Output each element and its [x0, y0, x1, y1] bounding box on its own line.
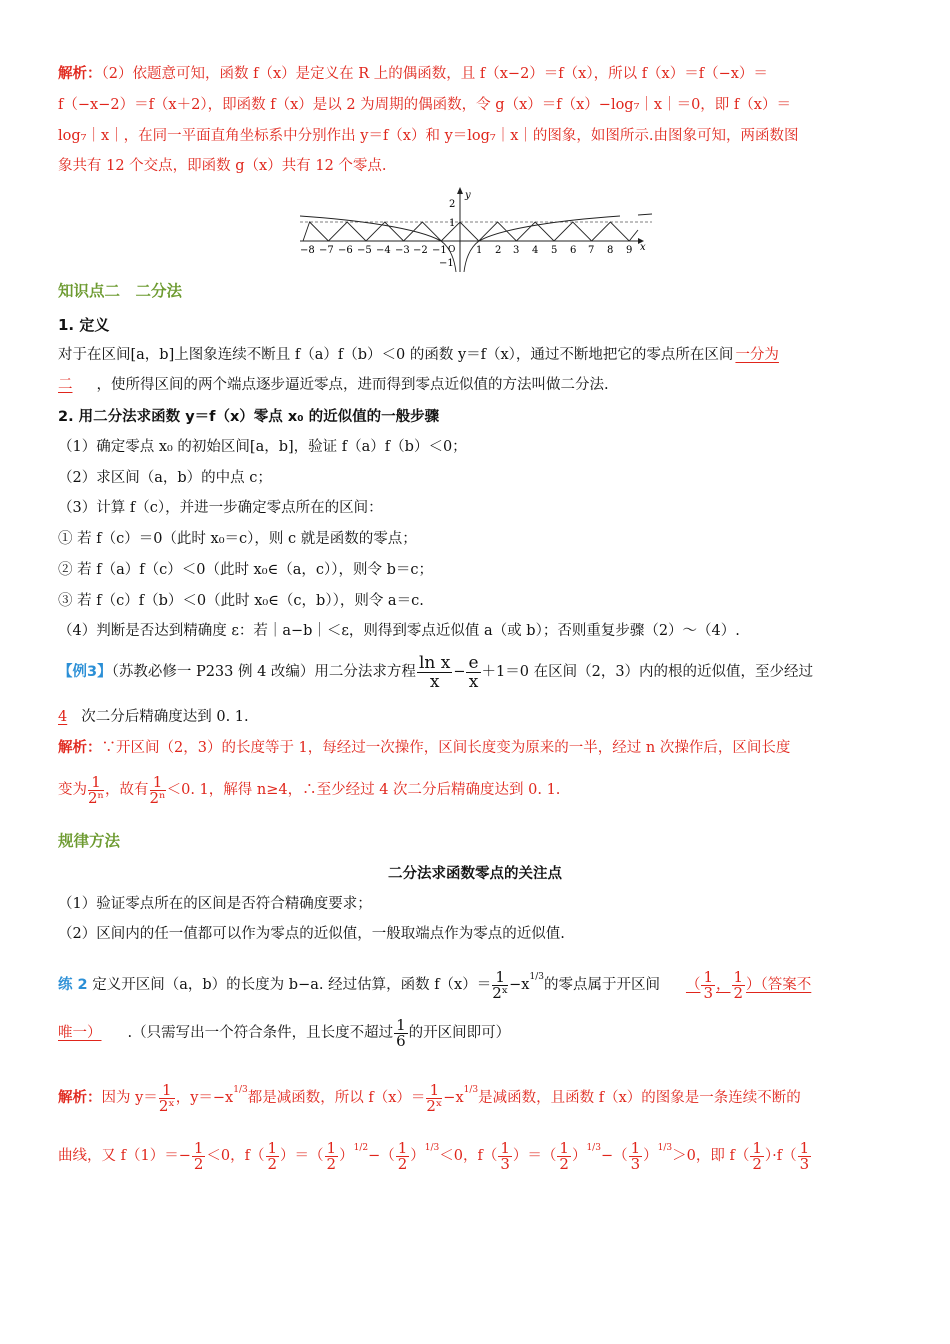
fraction-third	[498, 1138, 512, 1173]
analysis-text: −（	[600, 1148, 628, 1164]
fraction-third	[798, 1138, 812, 1173]
practice-2-line-1	[58, 954, 811, 1008]
log-curve-right-tail	[638, 214, 652, 215]
analysis-label: 解析：	[58, 1090, 102, 1106]
answer-text: ，	[716, 977, 731, 993]
fraction-half	[750, 1138, 764, 1173]
fraction-denominator: 2	[397, 1154, 408, 1173]
answer-text: （	[685, 977, 701, 993]
definition-text: 对于在区间[a，b]上图象连续不断且 f（a）f（b）＜0 的函数 y＝f（x），通过不断地把它的零点所在区间	[58, 347, 734, 363]
log-curve-right	[464, 216, 620, 272]
fraction-numerator: 1	[703, 967, 713, 986]
step-item: （2）求区间（a，b）的中点 c；	[58, 470, 272, 486]
example-3	[58, 650, 813, 694]
fraction-denominator: 6	[396, 1031, 406, 1050]
fraction-numerator: 1	[559, 1138, 569, 1157]
analysis-line: 象共有 12 个交点，即函数 g（x）共有 12 个零点.	[58, 158, 387, 174]
y-tick-label: 1	[449, 218, 456, 229]
x-tick-label: −2	[413, 245, 428, 256]
analysis-text: −x	[443, 1090, 464, 1106]
fraction-half	[266, 1138, 280, 1173]
exponent: 1/3	[586, 1143, 601, 1153]
fraction-numerator: 1	[397, 1138, 408, 1157]
y-tick-label: −1	[439, 258, 454, 269]
fraction-denominator: 2	[559, 1154, 569, 1173]
example-3-analysis-line-1	[58, 738, 790, 758]
step-item: （3）计算 f（c），并进一步确定零点所在的区间：	[58, 500, 383, 516]
blank-answer: 一分为	[735, 347, 779, 363]
fraction-numerator: 1	[500, 1138, 510, 1157]
fraction-denominator: 2ˣ	[158, 1096, 175, 1115]
analysis-text: ＞0，即 f（	[672, 1148, 750, 1164]
fraction-denominator: 3	[703, 983, 713, 1002]
fraction-denominator: 2ⁿ	[149, 788, 166, 807]
fraction-answer-third	[701, 967, 715, 1002]
x-tick-label: 3	[513, 245, 520, 256]
x-tick-label: 5	[551, 245, 558, 256]
example-3-line-2	[58, 707, 249, 727]
practice-text: .（只需写出一个符合条件，且长度不超过	[127, 1025, 394, 1041]
exponent: 1/3	[529, 972, 544, 982]
log-curve-left	[300, 216, 456, 272]
y-tick-label: 2	[449, 199, 456, 210]
fraction-half	[557, 1138, 571, 1173]
definition-heading: 1. 定义	[58, 316, 110, 334]
fraction-denominator: 2	[267, 1154, 278, 1173]
fraction-e-over-x	[466, 654, 480, 691]
analysis-text: ＜0. 1，解得 n≥4，∴至少经过 4 次二分后精确度达到 0. 1.	[166, 782, 561, 798]
fraction-numerator: 1	[396, 1015, 406, 1034]
y-axis-arrow	[457, 187, 463, 194]
analysis-text: ，故有	[105, 782, 149, 798]
analysis-text: ）	[643, 1148, 658, 1164]
method-subtitle: 二分法求函数零点的关注点	[388, 866, 562, 882]
x-axis-label: x	[640, 242, 646, 253]
fraction-numerator: 1	[752, 1138, 762, 1157]
x-tick-label: 8	[607, 245, 614, 256]
step-item: （1）确定零点 x₀ 的初始区间[a，b]，验证 f（a）f（b）＜0；	[58, 439, 467, 455]
fraction-numerator: e	[468, 652, 479, 673]
fraction-numerator: 1	[799, 1138, 810, 1157]
fraction-denominator: 2ˣ	[492, 983, 509, 1002]
y-axis-label: y	[465, 190, 471, 201]
x-tick-label: 2	[495, 245, 502, 256]
analysis-label: 解析：	[58, 740, 102, 756]
practice-2-analysis-line-1	[58, 1067, 801, 1121]
fraction-numerator: 1	[267, 1138, 278, 1157]
definition-line-2	[58, 375, 609, 395]
fraction-numerator: 1	[426, 1083, 442, 1099]
example-3-analysis-line-2	[58, 768, 560, 812]
fraction-numerator: 1	[159, 1083, 175, 1099]
x-tick-label: 6	[570, 245, 577, 256]
fraction-half	[325, 1138, 339, 1173]
function-graph	[298, 186, 654, 276]
analysis-text: ＜0，f（	[206, 1148, 265, 1164]
exponent: 1/3	[463, 1085, 479, 1095]
analysis-text: −（	[368, 1148, 395, 1164]
fraction-denominator: 2	[733, 983, 744, 1002]
analysis-text: ，y＝−x	[175, 1090, 234, 1106]
analysis-text: 都是减函数，所以 f（x）＝	[247, 1090, 426, 1106]
fraction-numerator: 1	[630, 1138, 641, 1157]
analysis-text: 曲线，又 f（1）＝−	[58, 1148, 191, 1164]
x-tick-label: −5	[357, 245, 372, 256]
fraction-denominator: 2	[193, 1154, 204, 1173]
analysis-text: ）	[410, 1148, 425, 1164]
fraction-denominator: 2	[326, 1154, 337, 1173]
fraction-numerator: ln x	[418, 652, 451, 673]
analysis-line: f（−x−2）＝f（x＋2），即函数 f（x）是以 2 为周期的偶函数，令 g（x）＝f（x）−log₇｜x｜＝0，即 f（x）＝	[58, 97, 791, 113]
step-item: ③ 若 f（c）f（b）＜0（此时 x₀∈（c，b）），则令 a＝c.	[58, 593, 424, 609]
x-tick-label: −6	[338, 245, 353, 256]
analysis-text: 变为	[58, 782, 87, 798]
example-tag: 【例3】	[58, 664, 112, 680]
analysis-text: ∵开区间（2，3）的长度等于 1，每经过一次操作，区间长度变为原来的一半，经过 n 次操作后，区间长度	[101, 740, 791, 756]
answer-text: ）（答案不	[746, 977, 812, 993]
fraction-one-over-2n	[149, 772, 166, 807]
exponent: 1/3	[233, 1085, 248, 1095]
analysis-text: ）·f（	[764, 1148, 797, 1164]
blank-answer: 4	[58, 709, 68, 725]
section-title: 知识点二 二分法	[58, 282, 183, 300]
method-title: 规律方法	[58, 832, 121, 850]
analysis-text: ）＝（	[512, 1148, 557, 1164]
fraction-denominator: 3	[799, 1154, 810, 1173]
step-item: （4）判断是否达到精确度 ε：若｜a−b｜＜ε，则得到零点近似值 a（或 b）；否则重复步骤（2）～（4）.	[58, 623, 740, 639]
fraction-numerator: 1	[150, 775, 166, 791]
operator: −	[453, 664, 466, 680]
fraction-half	[192, 1138, 206, 1173]
practice-text: 定义开区间（a，b）的长度为 b−a. 经过估算，函数 f（x）＝	[92, 977, 492, 993]
fraction-half	[396, 1138, 410, 1173]
step-item: ② 若 f（a）f（c）＜0（此时 x₀∈（a，c）），则令 b＝c；	[58, 562, 434, 578]
practice-text: 的开区间即可）	[408, 1025, 511, 1041]
fraction-denominator: 2ˣ	[426, 1096, 443, 1115]
fraction-numerator: 1	[733, 967, 744, 986]
analysis-text: ）＝（	[280, 1148, 324, 1164]
analysis-text: 因为 y＝	[101, 1090, 158, 1106]
x-tick-label: −1	[432, 245, 447, 256]
fraction-denominator: 3	[500, 1154, 510, 1173]
steps-heading: 2. 用二分法求函数 y＝f（x）零点 x₀ 的近似值的一般步骤	[58, 409, 440, 425]
fraction-numerator: 1	[326, 1138, 337, 1157]
fraction-numerator: 1	[492, 970, 508, 986]
example-text: 次二分后精确度达到 0. 1.	[81, 709, 249, 725]
example-text: ＋1＝0 在区间（2，3）内的根的近似值，至少经过	[481, 664, 814, 680]
analysis-label: 解析：	[58, 66, 102, 82]
example-text: （苏教必修一 P233 例 4 改编）用二分法求方程	[111, 664, 416, 680]
analysis-text: 是减函数，且函数 f（x）的图象是一条连续不断的	[478, 1090, 801, 1106]
analysis-text: ）	[339, 1148, 354, 1164]
zigzag-curve	[303, 222, 638, 241]
fraction-lnx-over-x	[417, 654, 452, 691]
blank-answer: 唯一）	[58, 1025, 102, 1041]
fraction-denominator: x	[468, 671, 479, 692]
analysis-line: log₇｜x｜，在同一平面直角坐标系中分别作出 y＝f（x）和 y＝log₇｜x｜的图象，如图所示.由图象可知，两函数图	[58, 128, 799, 144]
method-item: （2）区间内的任一值都可以作为零点的近似值，一般取端点作为零点的近似值.	[58, 926, 565, 942]
fraction-numerator: 1	[88, 775, 104, 791]
x-tick-label: 9	[626, 245, 633, 256]
fraction-denominator: x	[429, 671, 440, 692]
x-tick-label: −3	[395, 245, 410, 256]
fraction-one-over-2x	[158, 1080, 175, 1115]
exponent: 1/3	[424, 1143, 440, 1153]
fraction-denominator: 2	[752, 1154, 762, 1173]
step-item: ① 若 f（c）＝0（此时 x₀＝c），则 c 就是函数的零点；	[58, 531, 417, 547]
x-tick-labels	[300, 245, 632, 256]
blank-answer	[660, 967, 812, 1002]
x-tick-label: −7	[319, 245, 334, 256]
blank-answer: 二	[58, 377, 73, 393]
x-tick-label: 1	[476, 245, 483, 256]
practice-2-line-2	[58, 1010, 510, 1056]
exponent: 1/2	[353, 1143, 369, 1153]
exponent: 1/3	[657, 1143, 673, 1153]
fraction-denominator: 3	[630, 1154, 641, 1173]
practice-text: 的零点属于开区间	[543, 977, 660, 993]
x-tick-label: −4	[376, 245, 391, 256]
definition-text: ，使所得区间的两个端点逐步逼近零点，进而得到零点近似值的方法叫做二分法.	[96, 377, 609, 393]
fraction-one-over-2x	[426, 1080, 443, 1115]
method-item: （1）验证零点所在的区间是否符合精确度要求；	[58, 896, 372, 912]
fraction-denominator: 2ⁿ	[88, 788, 105, 807]
practice-tag: 练 2	[58, 977, 88, 993]
analysis-line: （2）依题意可知，函数 f（x）是定义在 R 上的偶函数，且 f（x−2）＝f（x），所以 f（x）＝f（−x）＝	[101, 66, 768, 82]
x-tick-label: −8	[300, 245, 315, 256]
fraction-third	[629, 1138, 643, 1173]
fraction-numerator: 1	[193, 1138, 204, 1157]
analysis-paragraph-1	[58, 64, 768, 84]
definition-line-1	[58, 345, 779, 365]
origin-label: O	[448, 245, 456, 255]
x-tick-label: 4	[532, 245, 539, 256]
practice-text: −x	[509, 977, 530, 993]
fraction-answer-half	[732, 967, 746, 1002]
fraction-one-over-2x	[492, 967, 509, 1002]
analysis-text: ）	[571, 1148, 587, 1164]
x-tick-label: 7	[588, 245, 595, 256]
fraction-one-sixth	[394, 1015, 408, 1050]
practice-2-analysis-line-2	[58, 1125, 812, 1179]
analysis-text: ＜0，f（	[439, 1148, 498, 1164]
fraction-one-over-2n	[88, 772, 105, 807]
